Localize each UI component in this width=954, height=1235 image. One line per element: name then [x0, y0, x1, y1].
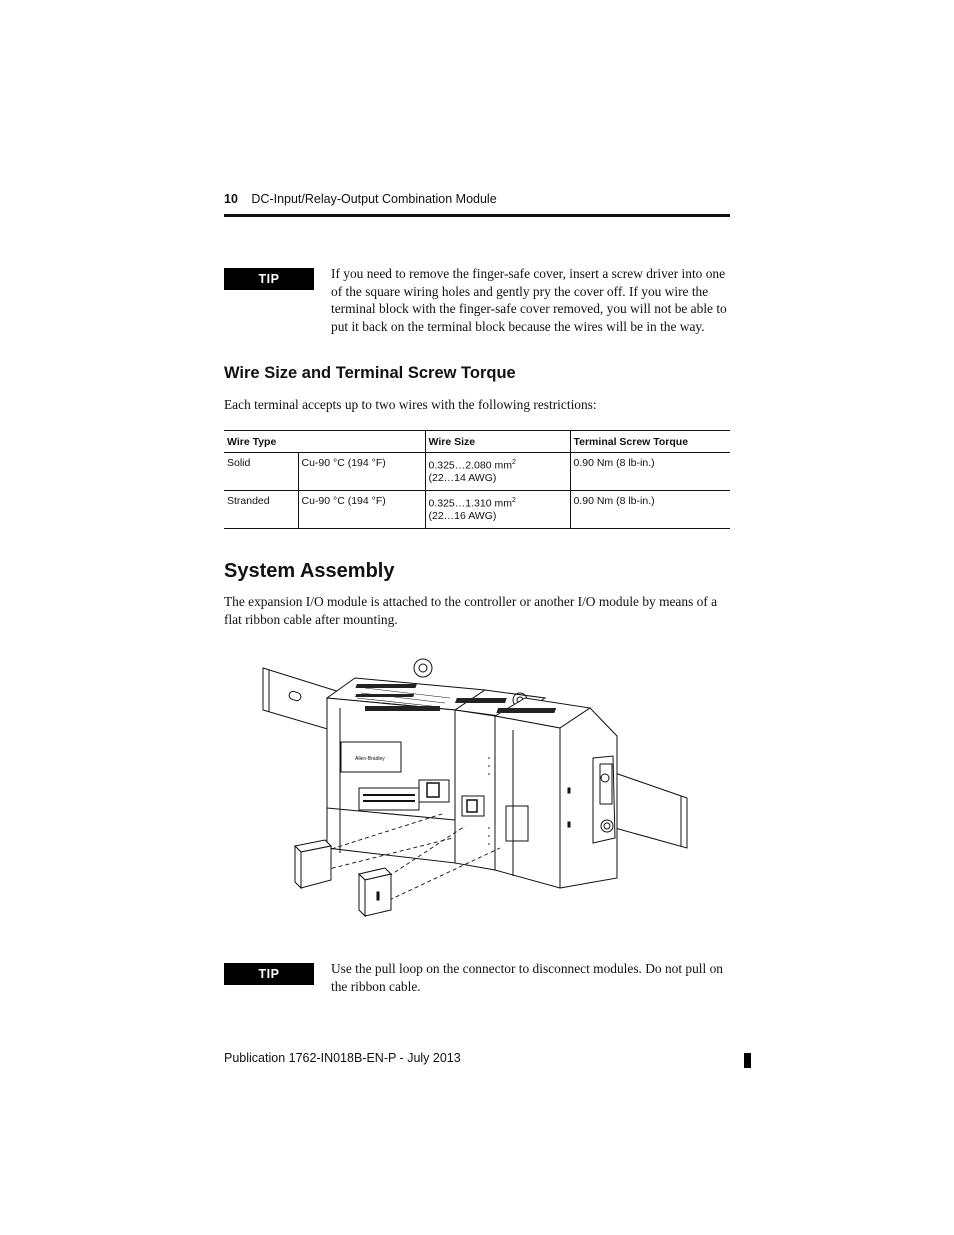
- page-edge-marker: [744, 1053, 751, 1068]
- cell-rating: Cu-90 °C (194 °F): [298, 453, 425, 491]
- table-row: [224, 491, 730, 529]
- table-row: [224, 453, 730, 491]
- cell-wire-type: Stranded: [224, 491, 298, 529]
- page-header: [224, 192, 730, 206]
- assembly-illustration: [255, 648, 695, 920]
- wire-size-superscript: 2: [511, 497, 516, 504]
- end-cap: [295, 840, 331, 888]
- end-cap: [359, 868, 391, 916]
- document-title: DC-Input/Relay-Output Combination Module: [251, 192, 497, 206]
- assembly-text: The expansion I/O module is attached to the controller or another I/O module by means of a flat ribbon cable after mounting.: [224, 594, 718, 627]
- page-number: 10: [224, 192, 238, 206]
- tip-text: If you need to remove the finger-safe cover, insert a screw driver into one of the square wiring holes and gently pry the cover off. If you wire the terminal block with the finger-safe cover removed, you will not be able to put it back on the terminal block because the wires will be in the way.: [331, 266, 727, 334]
- publication-footer: Publication 1762-IN018B-EN-P - July 2013: [224, 1051, 461, 1065]
- wire-intro-text: Each terminal accepts up to two wires with the following restrictions:: [224, 397, 597, 412]
- tip-badge: TIP: [224, 963, 314, 985]
- cell-torque: 0.90 Nm (8 lb-in.): [570, 453, 730, 491]
- wire-size-awg: (22…16 AWG): [428, 509, 497, 522]
- section-heading-wire-size: Wire Size and Terminal Screw Torque: [224, 364, 516, 382]
- column-header-wire-type: Wire Type: [224, 431, 425, 453]
- wire-size-value: 0.325…2.080 mm: [428, 459, 512, 472]
- wire-size-awg: (22…14 AWG): [428, 471, 497, 484]
- brand-label: Allen-Bradley: [355, 756, 385, 762]
- cell-wire-type: Solid: [224, 453, 298, 491]
- cell-wire-size: [425, 453, 570, 491]
- column-header-torque: Terminal Screw Torque: [570, 431, 730, 453]
- column-header-wire-size: Wire Size: [425, 431, 570, 453]
- wire-spec-table: [224, 430, 730, 529]
- wire-size-superscript: 2: [511, 459, 516, 466]
- section-heading-system-assembly: System Assembly: [224, 560, 395, 582]
- cell-wire-size: [425, 491, 570, 529]
- wire-size-value: 0.325…1.310 mm: [428, 497, 512, 510]
- table-header-row: [224, 431, 730, 453]
- header-divider: [224, 214, 730, 217]
- tip-badge: TIP: [224, 268, 314, 290]
- cell-torque: 0.90 Nm (8 lb-in.): [570, 491, 730, 529]
- expansion-module: [495, 698, 617, 888]
- cell-rating: Cu-90 °C (194 °F): [298, 491, 425, 529]
- tip-text: Use the pull loop on the connector to disconnect modules. Do not pull on the ribbon cable.: [331, 961, 723, 994]
